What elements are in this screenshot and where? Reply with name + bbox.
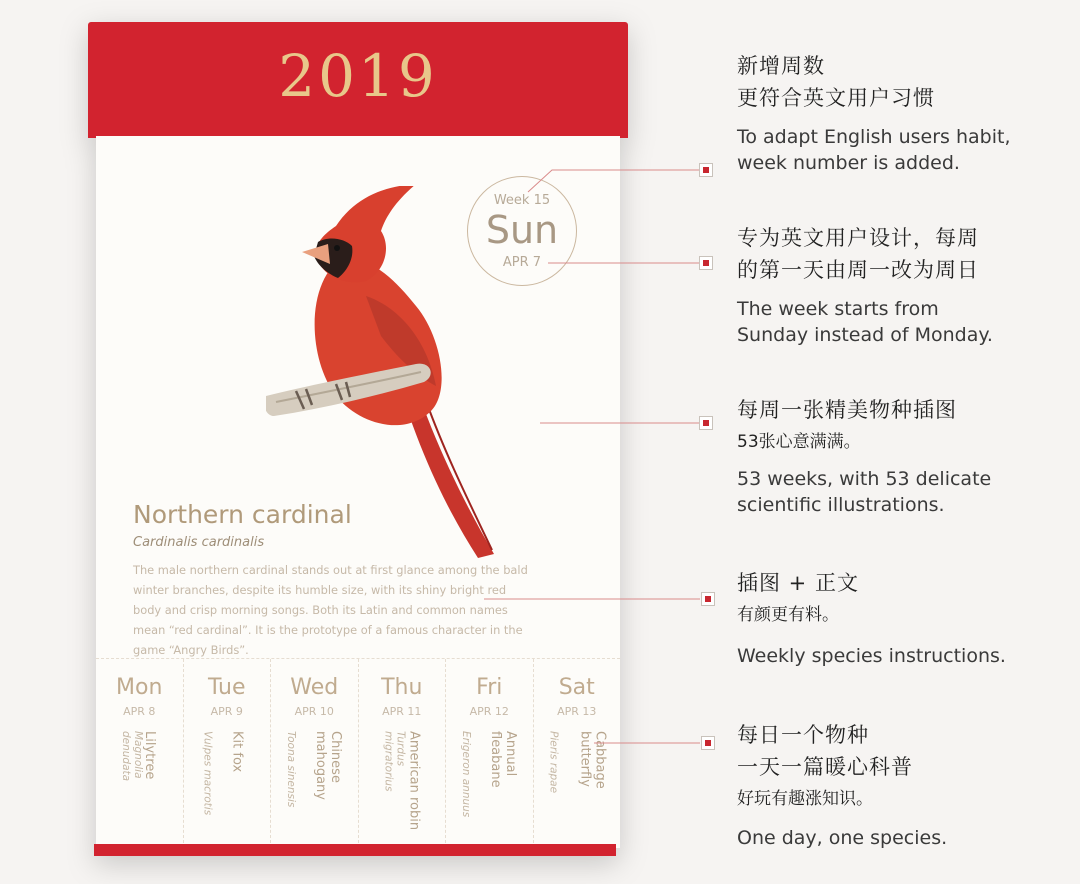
day-column-mon <box>96 659 184 848</box>
annotation-daily-species <box>737 719 1067 851</box>
day-name: Thu <box>381 675 423 700</box>
day-species-common: Lilytree <box>142 731 157 780</box>
day-name: Mon <box>116 675 163 700</box>
species-description: The male northern cardinal stands out at first glance among the bald winter branches, despite its humble size, with its shiny bright red body and crisp morning songs. Both its Latin and common names mean “red cardinal”. It is the prototype of a famous character in the game “Angry Birds”. <box>133 563 528 657</box>
badge-day: Sun <box>485 208 559 252</box>
marker-icon <box>699 163 713 177</box>
day-species-common: Chinese mahogany <box>313 731 343 800</box>
day-species-common: Cabbage butterfly <box>577 731 608 789</box>
day-name: Tue <box>207 675 246 700</box>
annotation-zh-sub: 有颜更有料。 <box>737 605 839 625</box>
day-column-tue <box>184 659 272 848</box>
day-species-latin: Magnolia denudata <box>120 731 144 782</box>
week-days-strip <box>96 658 620 848</box>
day-date: APR 9 <box>210 705 243 718</box>
badge-date: APR 7 <box>502 255 542 270</box>
annotation-zh-sub: 好玩有趣涨知识。 <box>737 789 873 809</box>
day-date: APR 8 <box>123 705 156 718</box>
calendar-year: 2019 <box>278 42 438 110</box>
annotation-illustration <box>737 394 1067 518</box>
annotation-en: To adapt English users habit, week number is added. <box>737 126 1011 174</box>
day-name: Wed <box>290 675 339 700</box>
annotation-zh: 新增周数 更符合英文用户习惯 <box>737 54 935 110</box>
annotation-week-start <box>737 222 1067 348</box>
day-column-thu <box>359 659 447 848</box>
annotation-text <box>737 567 1067 669</box>
annotation-week-number <box>737 50 1067 176</box>
marker-icon <box>699 256 713 270</box>
annotation-en: 53 weeks, with 53 delicate scientific illustrations. <box>737 468 992 516</box>
annotation-zh: 每日一个物种 一天一篇暖心科普 <box>737 723 913 779</box>
species-latin-name: Cardinalis cardinalis <box>133 535 265 550</box>
day-species-latin: Vulpes macrotis <box>201 731 214 816</box>
day-name: Fri <box>476 675 503 700</box>
day-column-wed <box>271 659 359 848</box>
day-species-common: Annual fleabane <box>488 731 518 788</box>
annotation-en: The week starts from Sunday instead of Monday. <box>737 298 993 346</box>
annotation-en: Weekly species instructions. <box>737 645 1006 667</box>
annotation-zh: 专为英文用户设计，每周 的第一天由周一改为周日 <box>737 226 979 282</box>
annotation-zh: 每周一张精美物种插图 <box>737 398 957 422</box>
calendar-header <box>88 22 628 138</box>
day-species-common: American robin <box>406 731 422 831</box>
day-column-fri <box>446 659 534 848</box>
day-species-latin: Turdus migratorius <box>382 731 407 792</box>
day-species-latin: Toona sinensis <box>285 731 297 808</box>
marker-icon <box>699 416 713 430</box>
calendar-page <box>96 136 620 848</box>
day-species-common: Kit fox <box>229 731 245 773</box>
annotation-en: One day, one species. <box>737 827 948 849</box>
desk-calendar <box>88 22 628 856</box>
species-name: Northern cardinal <box>133 500 352 529</box>
calendar-base <box>94 844 616 856</box>
marker-icon <box>701 592 715 606</box>
day-species-latin: Pieris rapae <box>547 731 560 794</box>
day-date: APR 13 <box>557 705 597 718</box>
day-date: APR 12 <box>469 705 509 718</box>
day-date: APR 10 <box>294 705 334 718</box>
day-name: Sat <box>558 675 595 700</box>
day-column-sat <box>534 659 621 848</box>
day-species-latin: Erigeron annuus <box>460 731 472 818</box>
day-date: APR 11 <box>382 705 422 718</box>
annotation-zh: 插图 + 正文 <box>737 571 859 595</box>
week-number: Week 15 <box>493 193 551 208</box>
annotation-zh-sub: 53张心意满满。 <box>737 432 861 452</box>
marker-icon <box>701 736 715 750</box>
